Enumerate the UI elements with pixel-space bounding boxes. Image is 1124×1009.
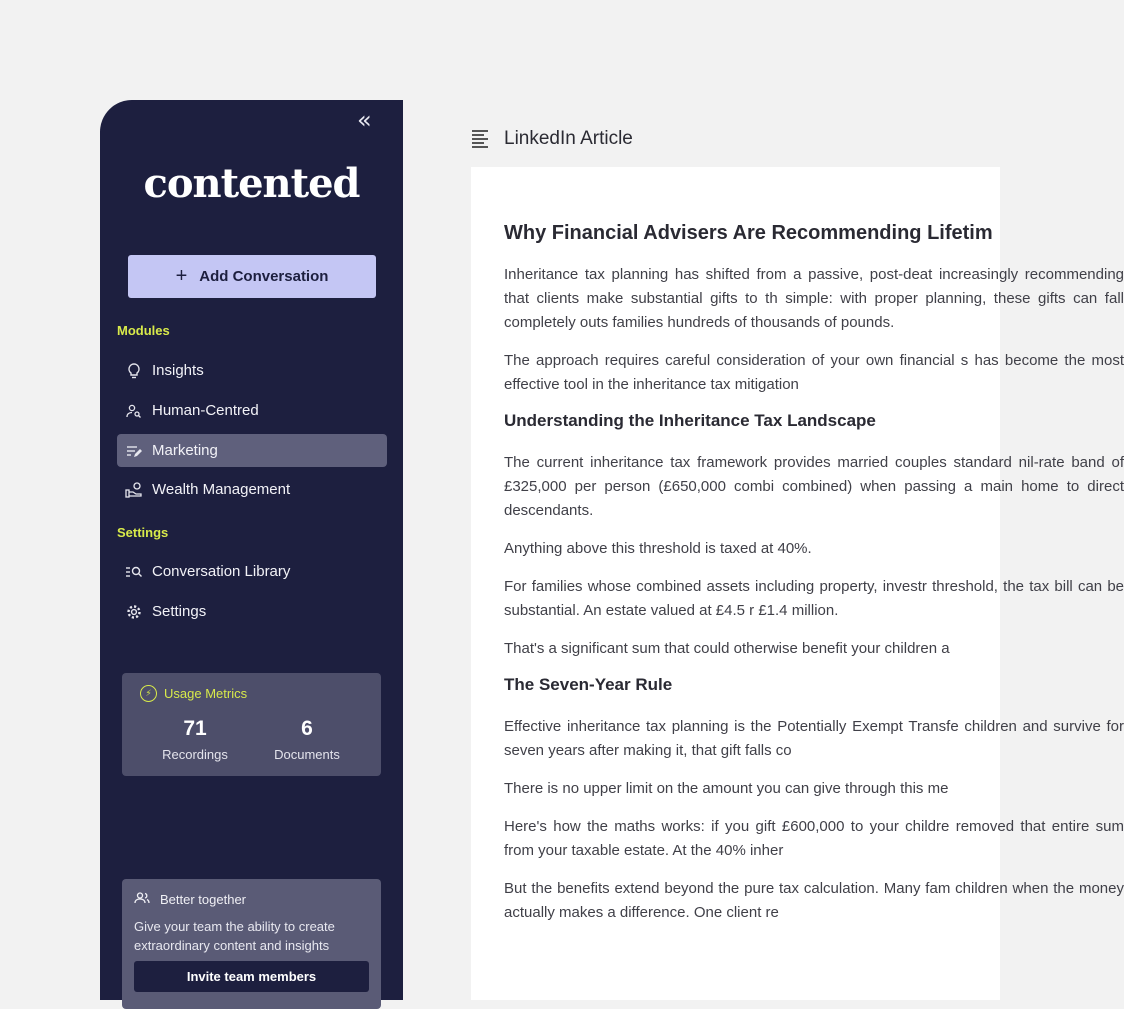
sidebar-item-label: Wealth Management <box>152 481 291 498</box>
documents-count: 6 <box>301 717 313 740</box>
documents-metric <box>252 717 362 762</box>
add-conversation-button[interactable] <box>128 255 376 298</box>
sidebar-item-label: Insights <box>152 362 204 379</box>
modules-section-label: Modules <box>117 323 170 338</box>
article-paragraph: The approach requires careful consideration of your own financial s has become the most effective tool in the inheritance tax mitigation <box>504 352 1124 393</box>
article-paragraph: For families whose combined assets including property, investr threshold, the tax bill can be substantial. An estate valued at £4.5 r £1.4 million. <box>504 578 1124 619</box>
sidebar-item-label: Settings <box>152 603 207 620</box>
add-conversation-label: Add Conversation <box>199 268 329 285</box>
article-content <box>504 217 1124 939</box>
settings-section-label: Settings <box>117 525 169 540</box>
list-search-icon <box>123 565 145 579</box>
usage-metrics-title-row <box>140 685 247 702</box>
sidebar-item-wealth-management[interactable] <box>117 473 387 506</box>
article-paragraph: Here's how the maths works: if you gift £600,000 to your childre removed that entire sum from your taxable estate. At the 40% inher <box>504 818 1124 859</box>
lightbulb-icon <box>123 363 145 379</box>
better-together-title-row <box>134 892 246 907</box>
gear-icon <box>123 604 145 620</box>
sidebar <box>100 100 403 1000</box>
sidebar-item-conversation-library[interactable] <box>117 555 387 588</box>
plus-icon: + <box>175 265 188 287</box>
article-heading: The Seven-Year Rule <box>504 675 673 694</box>
person-search-icon <box>123 404 145 418</box>
article-paragraph: That's a significant sum that could otherwise benefit your children a <box>504 640 950 657</box>
document-lines-icon <box>472 130 488 148</box>
documents-label: Documents <box>274 747 340 762</box>
sidebar-item-label: Conversation Library <box>152 563 291 580</box>
page-title: LinkedIn Article <box>504 128 633 149</box>
sidebar-item-label: Human-Centred <box>152 402 259 419</box>
sidebar-item-settings[interactable] <box>117 595 387 628</box>
sidebar-item-label: Marketing <box>152 442 218 459</box>
invite-team-members-button[interactable]: Invite team members <box>134 961 369 992</box>
usage-metrics-card <box>122 673 381 776</box>
article-paragraph: Anything above this threshold is taxed at 40%. <box>504 540 812 557</box>
list-edit-icon <box>123 444 145 458</box>
article-heading: Understanding the Inheritance Tax Landscape <box>504 411 876 430</box>
recordings-count: 71 <box>183 717 207 740</box>
sidebar-item-insights[interactable] <box>117 354 387 387</box>
logo: contented <box>143 160 360 207</box>
usage-metrics-title: Usage Metrics <box>164 686 248 701</box>
page-title-row <box>472 128 633 150</box>
article-paragraph: There is no upper limit on the amount you can give through this me <box>504 780 949 797</box>
article-paragraph: But the benefits extend beyond the pure tax calculation. Many fam children when the money actually makes a difference. One client re <box>504 880 1124 921</box>
article-paragraph: Effective inheritance tax planning is the Potentially Exempt Transfe children and survive for seven years after making it, that gift falls co <box>504 718 1124 759</box>
recordings-label: Recordings <box>162 747 228 762</box>
recordings-metric <box>140 717 250 762</box>
collapse-sidebar-icon[interactable]: « <box>357 106 372 134</box>
article-paragraph: Inheritance tax planning has shifted from a passive, post-deat increasingly recommending that clients make substantial gifts to th simple: with proper planning, these gifts can fall completely outs families hundreds of thousands of pounds. <box>504 266 1124 331</box>
better-together-title: Better together <box>160 892 246 907</box>
article-panel[interactable] <box>471 167 1124 1000</box>
better-together-card <box>122 879 381 1009</box>
better-together-description: Give your team the ability to create extraordinary content and insights <box>134 919 335 953</box>
sidebar-item-human-centred[interactable] <box>117 394 387 427</box>
lightning-icon: ⚡ <box>140 685 157 702</box>
sidebar-item-marketing[interactable] <box>117 434 387 467</box>
article-paragraph: The current inheritance tax framework provides married couples standard nil-rate band of £325,000 per person (£650,000 combi combined) when passing a main home to direct descendants. <box>504 454 1124 519</box>
team-icon <box>134 892 150 907</box>
article-title: Why Financial Advisers Are Recommending Lifetim <box>504 222 993 244</box>
hand-money-icon <box>123 482 145 498</box>
